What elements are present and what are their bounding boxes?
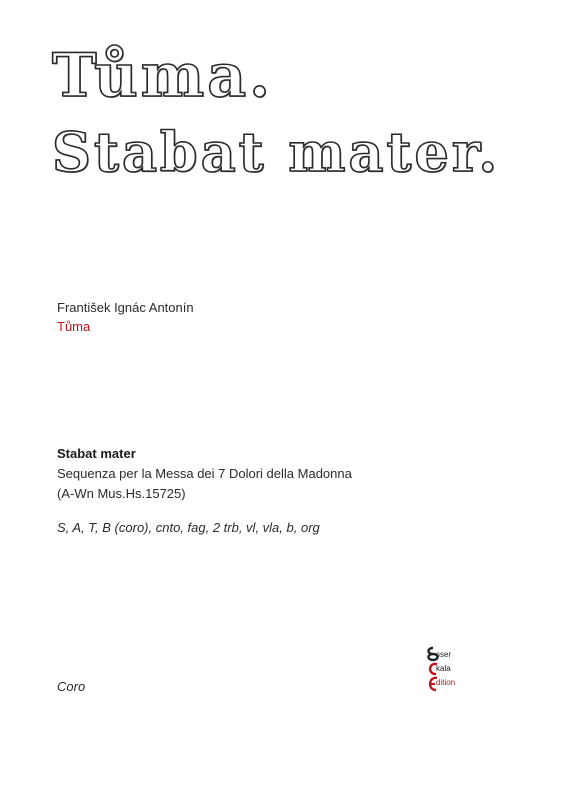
work-scoring: S, A, T, B (coro), cnto, fag, 2 trb, vl, vla, b, org: [57, 520, 320, 535]
publisher-word-1: sser: [436, 650, 452, 659]
composer-first-names: František Ignác Antonín: [57, 300, 194, 315]
title-composer: Tůma.: [52, 41, 274, 111]
work-title: Stabat mater: [57, 446, 136, 461]
composer-last-name: Tůma: [57, 319, 91, 334]
work-source: (A-Wn Mus.Hs.15725): [57, 486, 186, 501]
publisher-word-3: dition: [436, 678, 456, 687]
work-subtitle: Sequenza per la Messa dei 7 Dolori della Madonna: [57, 466, 352, 481]
publisher-word-2: kala: [436, 664, 451, 673]
publisher-logo: [424, 646, 484, 694]
part-label: Coro: [57, 679, 86, 694]
composer-block: [57, 298, 194, 336]
publisher-name: [436, 648, 455, 690]
title-work: Stabat mater.: [52, 120, 501, 184]
work-info: [57, 444, 352, 538]
